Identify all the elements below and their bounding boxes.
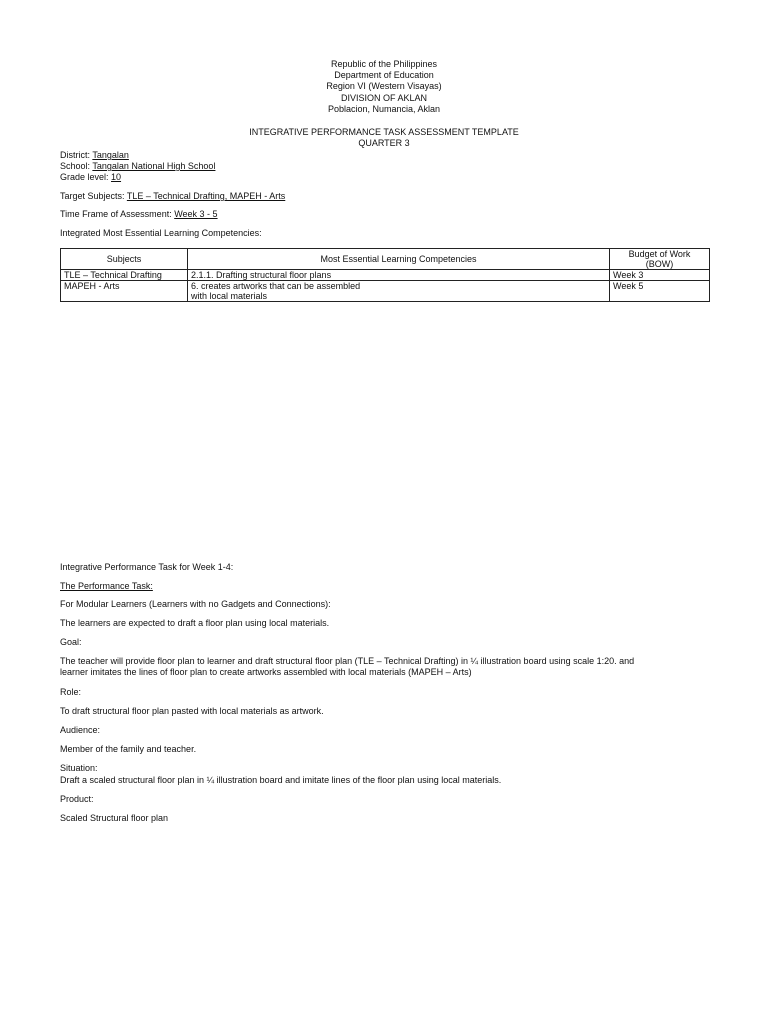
modular-learners-line: For Modular Learners (Learners with no Gadgets and Connections): [60,599,331,609]
time-frame-value: Week 3 - 5 [174,209,218,219]
task-heading: Integrative Performance Task for Week 1-4: [60,562,234,572]
performance-task-heading: The Performance Task: [60,581,153,591]
table-header-row [61,249,710,270]
header-region: Region VI (Western Visayas) [326,81,442,91]
header-republic: Republic of the Philippines [330,59,438,69]
target-subjects-label: Target Subjects: [60,191,127,201]
row-competency-line: 6. creates artworks that can be assembled [191,281,361,291]
goal-text-line1: The teacher will provide floor plan to learner and draft structural floor plan (TLE – Technical Drafting) in ¼ illustration board using scale 1:20. and [60,656,635,666]
header-subjects: Subjects [61,249,188,270]
row-competency-line: with local materials [191,291,268,301]
product-text: Scaled Structural floor plan [60,813,169,823]
header-budget-line2: (BOW) [645,259,674,269]
document-title: INTEGRATIVE PERFORMANCE TASK ASSESSMENT TEMPLATE [249,127,519,137]
district-line [60,150,129,161]
row-budget: Week 3 [610,270,710,281]
document-quarter: QUARTER 3 [358,138,410,148]
target-subjects-value: TLE – Technical Drafting, MAPEH - Arts [126,191,286,201]
school-value: Tangalan National High School [92,161,216,171]
header-address: Poblacion, Numancia, Aklan [327,104,441,114]
table-row [61,281,710,302]
grade-line [60,172,121,183]
role-text: To draft structural floor plan pasted with local materials as artwork. [60,706,324,716]
district-label: District: [60,150,93,160]
row-subject: TLE – Technical Drafting [61,270,188,281]
goal-text-line2: learner imitates the lines of floor plan to create artworks assembled with local materials (MAPEH – Arts) [60,667,472,677]
goal-label: Goal: [60,637,82,647]
row-budget: Week 5 [610,281,710,302]
table-row [61,270,710,281]
row-competency [188,281,610,302]
district-value: Tangalan [92,150,129,160]
header-division: DIVISION OF AKLAN [340,93,428,103]
row-competency-line: 2.1.1. Drafting structural floor plans [191,270,332,280]
school-label: School: [60,161,93,171]
product-label: Product: [60,794,94,804]
time-frame-label: Time Frame of Assessment: [60,209,175,219]
situation-text: Draft a scaled structural floor plan in ¼ illustration board and imitate lines of the floor plan using local materials. [60,775,502,785]
audience-text: Member of the family and teacher. [60,744,197,754]
header-budget-line1: Budget of Work [628,249,691,259]
time-frame-line [60,209,218,220]
row-subject: MAPEH - Arts [61,281,188,302]
header-budget [610,249,710,270]
header-competencies: Most Essential Learning Competencies [188,249,610,270]
expected-line: The learners are expected to draft a floor plan using local materials. [60,618,330,628]
role-label: Role: [60,687,82,697]
row-competency [188,270,610,281]
audience-label: Audience: [60,725,101,735]
situation-label: Situation: [60,763,98,773]
school-line [60,161,215,172]
target-subjects-line [60,191,285,202]
melc-heading: Integrated Most Essential Learning Competencies: [60,228,262,238]
grade-value: 10 [111,172,122,182]
melc-table [60,248,710,302]
header-department: Department of Education [334,70,434,80]
grade-label: Grade level: [60,172,112,182]
